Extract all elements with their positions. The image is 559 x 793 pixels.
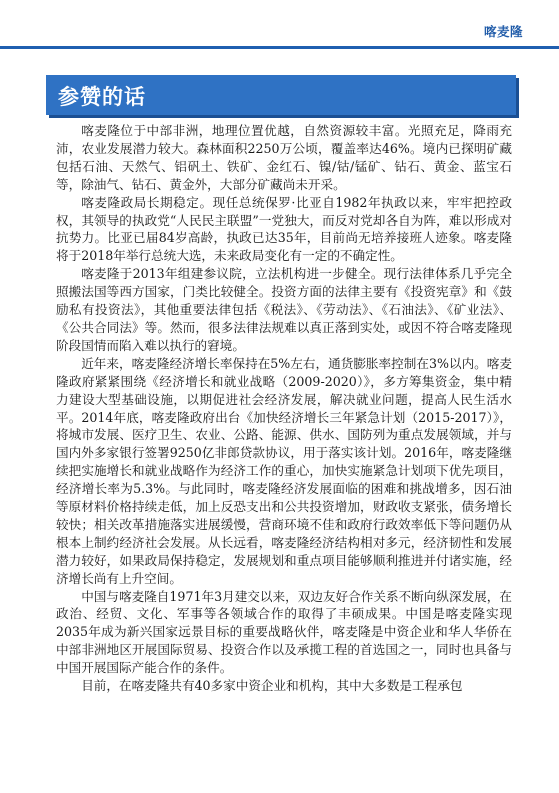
header-rule: [0, 46, 559, 49]
section-title: 参赞的话: [58, 85, 146, 109]
running-header-title: 喀麦隆: [483, 24, 523, 39]
section-title-bar: [46, 75, 516, 115]
paragraph-overview: 喀麦隆位于中部非洲，地理位置优越，自然资源较丰富。光照充足，降雨充沛，农业发展潜力较大。森林面积2250万公顷，覆盖率达46%。境内已探明矿藏包括石油、天然气、铝矾土、铁矿、金红石、镍/钴/锰矿、钻石、黄金、蓝宝石等，除油气、钻石、黄金外，大部分矿藏尚未开采。: [56, 123, 512, 192]
paragraph-legislation: 喀麦隆于2013年组建参议院，立法机构进一步健全。现行法律体系几乎完全照搬法国等西方国家，门类比较健全。投资方面的法律主要有《投资宪章》和《鼓励私有投资法》，其他重要法律包括《税法》、《劳动法》、《石油法》、《矿业法》、《公共合同法》等。然而，很多法律法规难以真正落到实处，或因不符合喀麦隆现阶段国情而陷入难以执行的窘境。: [56, 266, 512, 353]
paragraph-economy: 近年来，喀麦隆经济增长率保持在5%左右，通货膨胀率控制在3%以内。喀麦隆政府紧紧围绕《经济增长和就业战略（2009-2020）》，多方筹集资金，集中精力建设大型基础设施，以期促进社会经济发展，解决就业问题，提高人民生活水平。2014年底，喀麦隆政府出台《加快经济增长三年紧急计划（2015-2017）》，将城市发展、医疗卫生、农业、公路、能源、供水、国防列为重点发展领域，并与国内外多家银行签署9250亿非郎贷款协议，用于落实该计划。2016年，喀麦隆继续把实施增长和就业战略作为经济工作的重心，加快实施紧急计划项下优先项目，经济增长率为5.3%。与此同时，喀麦隆经济发展面临的困难和挑战增多，因石油等原材料价格持续走低，加上反恐支出和公共投资增加，财政收支紧张，债务增长较快；相关改革措施落实进展缓慢，营商环境不佳和政府行政效率低下等问题仍从根本上制约经济社会发展。从长远看，喀麦隆经济结构相对多元，经济韧性和发展潜力较好，如果政局保持稳定，发展规划和重点项目能够顺利推进并付诸实施，经济增长尚有上升空间。: [56, 355, 512, 586]
paragraph-politics: 喀麦隆政局长期稳定。现任总统保罗·比亚自1982年执政以来，牢牢把控政权，其领导的执政党“人民民主联盟”一党独大，而反对党却各自为阵，难以形成对抗势力。比亚已届84岁高龄，执政已达35年，目前尚无培养接班人迹象。喀麦隆将于2018年举行总统大选，未来政局变化有一定的不确定性。: [56, 194, 512, 264]
paragraph-china-relations: 中国与喀麦隆自1971年3月建交以来，双边友好合作关系不断向纵深发展，在政治、经贸、文化、军事等各领域合作的取得了丰硕成果。中国是喀麦隆实现2035年成为新兴国家远景目标的重要战略伙伴，喀麦隆是中资企业和华人华侨在中部非洲地区开展国际贸易、投资合作以及承揽工程的首选国之一，同时也具备与中国开展国际产能合作的条件。: [56, 588, 512, 676]
body-text: [56, 122, 512, 695]
paragraph-chinese-enterprises: 目前，在喀麦隆共有40多家中资企业和机构，其中大多数是工程承包: [81, 678, 463, 694]
